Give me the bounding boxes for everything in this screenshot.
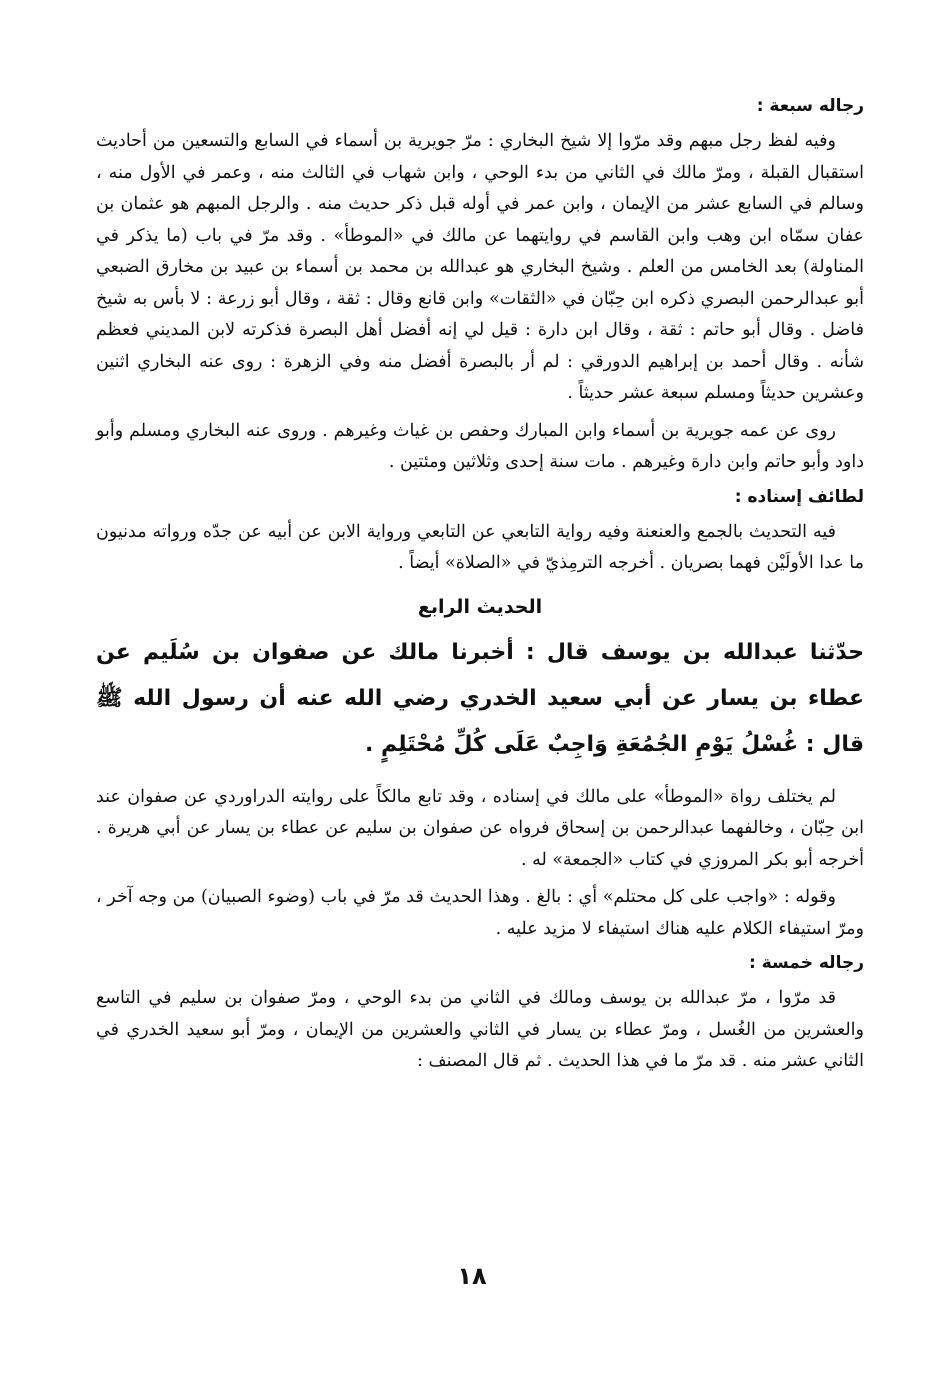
rijal-seven-paragraph-continued: روى عن عمه جويرية بن أسماء وابن المبارك وحفص بن غياث وغيرهم . وروى عنه البخاري ومسلم وأبو داود وأبو حاتم وابن دارة وغيرهم . مات سنة إحدى وثلاثين ومئتين . bbox=[96, 420, 864, 472]
hadith-title: الحديث الرابع bbox=[417, 595, 543, 618]
page-body bbox=[96, 88, 864, 1084]
commentary-paragraph-second: وقوله : «واجب على كل محتلم» أي : بالغ . وهذا الحديث قد مرّ في باب (وضوء الصبيان) من وجه آخر ، ومرّ استيفاء الكلام عليه هناك استيفاء لا مزيد عليه . bbox=[96, 887, 864, 939]
commentary-paragraph: لم يختلف رواة «الموطأ» على مالك في إسناده ، وقد تابع مالكاً على روايته الدراوردي عن صفوان عند ابن حِبّان ، وخالفهما عبدالرحمن بن إسحاق فرواه عن صفوان بن سليم عن عطاء بن يسار عن أبي هريرة . أخرجه أبو بكر المروزي في كتاب «الجمعة» له . bbox=[96, 786, 864, 870]
lataif-paragraph: فيه التحديث بالجمع والعنعنة وفيه رواية التابعي عن التابعي ورواية الابن عن أبيه عن جدّه ورواته مدنيون ما عدا الأولَيْن فهما بصريان . أخرجه الترمِذيّ في «الصلاة» أيضاً . bbox=[96, 521, 864, 573]
rijal-seven-heading: رجاله سبعة : bbox=[756, 96, 864, 116]
rijal-five-paragraph: قد مرّوا ، مرّ عبدالله بن يوسف ومالك في الثاني من بدء الوحي ، ومرّ صفوان بن سليم في التاسع والعشرين من الغُسل ، ومرّ عطاء بن يسار في الثاني والعشرين من الإيمان ، ومرّ أبو سعيد الخدري في الثاني عشر منه . قد مرّ ما في هذا الحديث . ثم قال المصنف : bbox=[96, 988, 864, 1071]
page-number: ١٨ bbox=[457, 1262, 487, 1290]
rijal-five-heading: رجاله خمسة : bbox=[748, 953, 864, 973]
rijal-seven-paragraph: وفيه لفظ رجل مبهم وقد مرّوا إلا شيخ البخاري : مرّ جويرية بن أسماء في السابع والتسعين من أحاديث استقبال القبلة ، ومرّ مالك في الثاني من بدء الوحي ، وابن شهاب في الثالث منه ، وعمر في الأول منه ، وسالم في السابع عشر من الإيمان ، وابن عمر في أوله قبل ذكر حديث منه . والرجل المبهم هو عثمان بن عفان سمّاه ابن وهب وابن القاسم في روايتهما عن مالك في «الموطأ» . وقد مرّ في باب (ما يذكر في المناولة) بعد الخامس من العلم . وشيخ البخاري هو عبدالله بن محمد بن أسماء بن عبيد بن مخارق الضبعي أبو عبدالرحمن البصري ذكره ابن حِبّان في «الثقات» وابن قانع وقال : ثقة ، وقال أبو زرعة : لا بأس به شيخ فاضل . وقال أبو حاتم : ثقة ، وقال ابن دارة : قيل لي إنه أفضل أهل البصرة فذكرته لابن المديني فعظم شأنه . وقال أحمد بن إبراهيم الدورقي : لم أر بالبصرة أفضل منه وفي الزهرة : روى عنه البخاري اثنين وعشرين حديثاً ومسلم سبعة عشر حديثاً . bbox=[96, 131, 864, 403]
hadith-text: حدّثنا عبدالله بن يوسف قال : أخبرنا مالك عن صفوان بن سُلَيم عن عطاء بن يسار عن أبي سعيد الخدري رضي الله عنه أن رسول الله ﷺ قال : غُسْلُ يَوْمِ الجُمُعَةِ وَاجِبٌ عَلَى كُلِّ مُحْتَلِمٍ . bbox=[96, 639, 864, 757]
lataif-heading: لطائف إسناده : bbox=[734, 486, 864, 507]
